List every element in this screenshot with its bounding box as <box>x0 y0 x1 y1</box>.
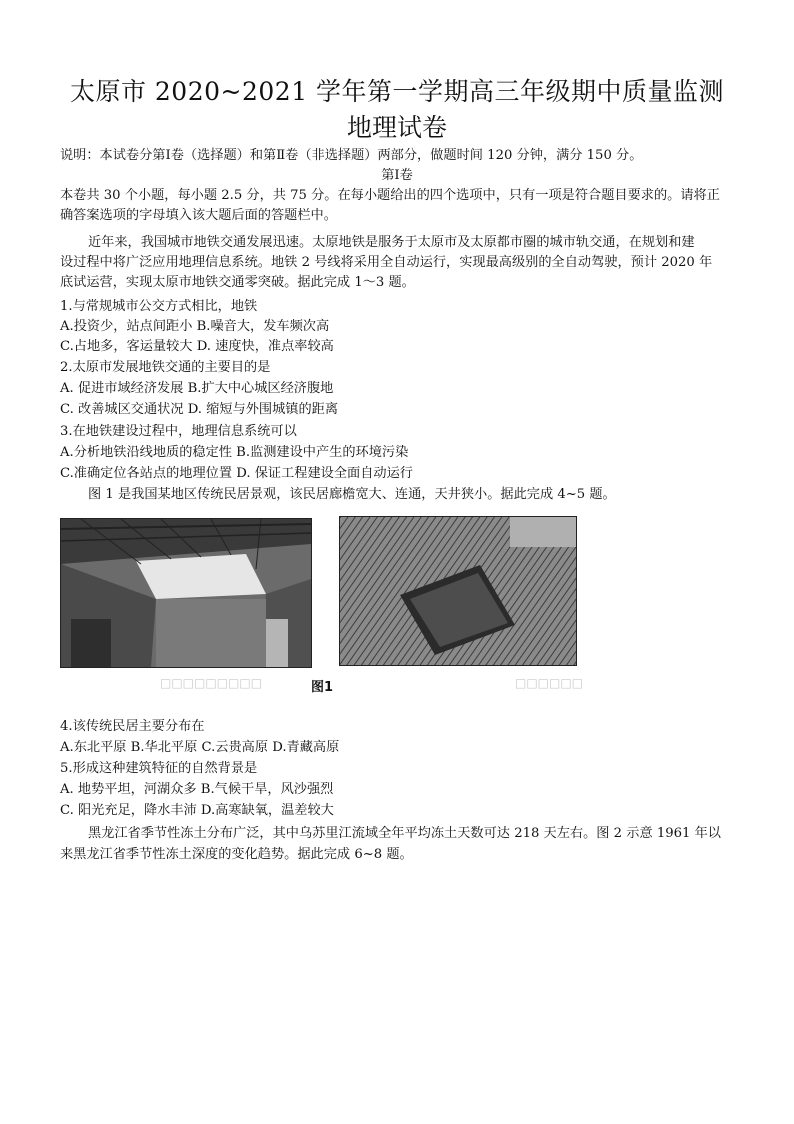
q2-options-1: A. 促进市域经济发展 B.扩大中心城区经济腹地 <box>60 381 334 396</box>
q2-options-2: C. 改善城区交通状况 D. 缩短与外围城镇的距离 <box>60 402 339 417</box>
q1-stem: 1.与常规城市公交方式相比，地铁 <box>60 299 258 314</box>
faded-watermark-right: □□□□□□ <box>515 676 584 690</box>
q5-options-2: C. 阳光充足，降水丰沛 D.高寒缺氧，温差较大 <box>60 803 334 818</box>
figure1-caption: 图1 <box>311 680 334 695</box>
figure1-photo-right <box>339 516 577 666</box>
courtyard-photo-right <box>340 517 576 665</box>
instructions-line-1: 本卷共 30 个小题，每小题 2.5 分，共 75 分。在每小题给出的四个选项中，只有一项是符合题目要求的。请将正 <box>60 188 720 203</box>
section-label: 第Ⅰ卷 <box>381 168 413 183</box>
passage1-line-2: 设过程中将广泛应用地理信息系统。地铁 2 号线将采用全自动运行，实现最高级别的全自动驾驶，预计 2020 年 <box>60 255 713 270</box>
q5-stem: 5.形成这种建筑特征的自然背景是 <box>60 761 258 776</box>
q2-stem: 2.太原市发展地铁交通的主要目的是 <box>60 360 271 375</box>
faded-watermark-left: □□□□□□□□□ <box>160 676 263 690</box>
passage3-line-1: 黑龙江省季节性冻土分布广泛，其中乌苏里江流域全年平均冻土天数可达 218 天左右。图 2 示意 1961 年以 <box>88 826 721 841</box>
q4-options: A.东北平原 B.华北平原 C.云贵高原 D.青藏高原 <box>60 740 340 755</box>
passage2: 图 1 是我国某地区传统民居景观，该民居廊檐宽大、连通，天井狭小。据此完成 4~5 题。 <box>88 487 616 502</box>
courtyard-photo-left <box>61 519 311 667</box>
exam-note: 说明：本试卷分第Ⅰ卷（选择题）和第Ⅱ卷（非选择题）两部分，做题时间 120 分钟，满分 150 分。 <box>60 148 643 163</box>
exam-title: 太原市 2020~2021 学年第一学期高三年级期中质量监测 <box>69 77 725 106</box>
passage3-line-2: 来黑龙江省季节性冻土深度的变化趋势。据此完成 6~8 题。 <box>60 847 413 862</box>
q3-options-1: A.分析地铁沿线地质的稳定性 B.监测建设中产生的环境污染 <box>60 445 409 460</box>
figure1-photo-left <box>60 518 312 668</box>
passage1-line-1: 近年来，我国城市地铁交通发展迅速。太原地铁是服务于太原市及太原都市圈的城市轨交通，在规划和建 <box>88 235 695 250</box>
q3-stem: 3.在地铁建设过程中，地理信息系统可以 <box>60 424 297 439</box>
passage1-line-3: 底试运营，实现太原市地铁交通零突破。据此完成 1～3 题。 <box>60 275 415 290</box>
instructions-line-2: 确答案选项的字母填入该大题后面的答题栏中。 <box>60 208 337 223</box>
q3-options-2: C.准确定位各站点的地理位置 D. 保证工程建设全面自动运行 <box>60 466 413 481</box>
q1-options-2: C.占地多，客运量较大 D. 速度快，准点率较高 <box>60 339 334 354</box>
exam-subtitle: 地理试卷 <box>346 113 447 142</box>
q5-options-1: A. 地势平坦，河湖众多 B.气候干旱，风沙强烈 <box>60 782 334 797</box>
q1-options-1: A.投资少，站点间距小 B.噪音大，发车频次高 <box>60 319 330 334</box>
q4-stem: 4.该传统民居主要分布在 <box>60 719 205 734</box>
